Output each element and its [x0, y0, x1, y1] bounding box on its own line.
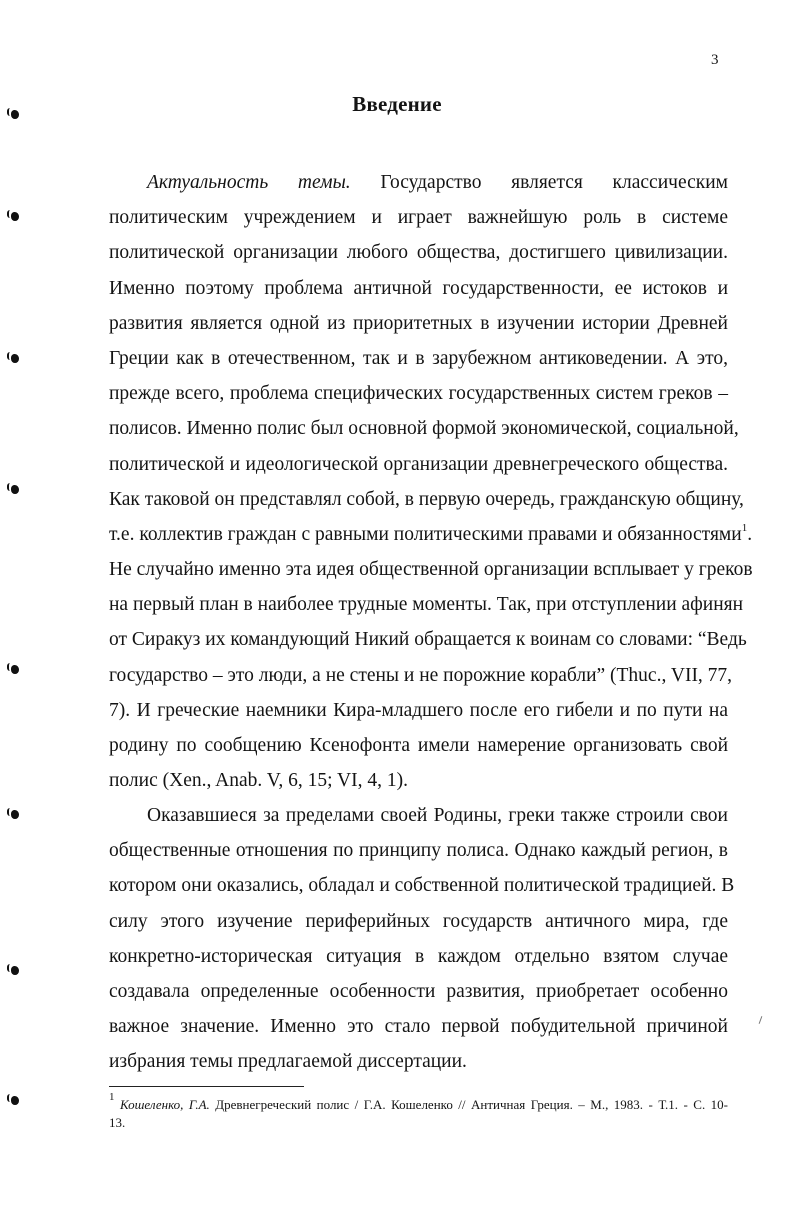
paragraph-line: полис (Xen., Anab. V, 6, 15; VI, 4, 1).	[109, 770, 408, 792]
paragraph-line: политической и идеологической организации древнегреческого общества.	[109, 453, 728, 475]
paragraph-line: котором они оказались, обладал и собственной политической традицией. В	[109, 875, 735, 897]
paragraph-line: родину по сообщению Ксенофонта имели намерение организовать свой	[109, 735, 728, 756]
paragraph-line: от Сиракуз их командующий Никий обращается к воинам со словами: “Ведь	[109, 629, 747, 651]
paragraph-line: государство – это люди, а не стены и не порожние корабли” (Thuc., VII, 77,	[109, 664, 733, 686]
binding-mark-icon	[7, 807, 21, 821]
footnote-text: Древнегреческий полис / Г.А. Кошеленко // Античная Греция. – М., 1983. - Т.1. - С. 10-	[209, 1097, 729, 1112]
footnote-reference[interactable]: 1	[741, 521, 748, 534]
paragraph-line: полисов. Именно полис был основной формой экономической, социальной,	[109, 418, 739, 440]
footnote-number: 1	[109, 1091, 115, 1103]
footnote-line	[109, 1091, 729, 1114]
binding-mark-icon	[7, 209, 21, 223]
paragraph-line: Оказавшиеся за пределами своей Родины, греки также строили свои	[147, 805, 728, 826]
paragraph-line: на первый план в наиболее трудные моменты. Так, при отступлении афинян	[109, 594, 744, 616]
paragraph-line: конкретно-историческая ситуация в каждом отдельно взятом случае	[109, 945, 728, 967]
paragraph-line: Как таковой он представлял собой, в первую очередь, гражданскую общину,	[109, 488, 744, 510]
paragraph-line: прежде всего, проблема специфических государственных систем греков –	[109, 383, 728, 405]
paragraph-line: Греции как в отечественном, так и в зарубежном антиковедении. А это,	[109, 347, 728, 369]
paragraph-line: избрания темы предлагаемой диссертации.	[109, 1051, 467, 1073]
binding-mark-icon	[7, 107, 21, 121]
paragraph-line	[109, 517, 753, 552]
scan-artifact	[759, 1016, 763, 1024]
relevance-label: Актуальность темы.	[147, 172, 351, 193]
binding-mark-icon	[7, 482, 21, 496]
paragraph-2	[109, 798, 735, 1080]
page-title: Введение	[352, 92, 442, 116]
paragraph-line: силу этого изучение периферийных государств античного мира, где	[109, 910, 728, 932]
paragraph-line: Именно поэтому проблема античной государственности, ее истоков и	[109, 277, 728, 299]
footnote-divider	[109, 1086, 304, 1087]
binding-mark-icon	[7, 963, 21, 977]
footnote-author: Кошеленко, Г.А.	[119, 1097, 210, 1112]
paragraph-line: развития является одной из приоритетных в изучении истории Древней	[109, 312, 728, 334]
paragraph-line: создавала определенные особенности развития, приобретает особенно	[109, 980, 728, 1002]
binding-mark-icon	[7, 662, 21, 676]
footnote	[109, 1091, 729, 1132]
paragraph-text: Государство является классическим	[380, 172, 728, 193]
paragraph-line: общественные отношения по принципу полиса. Однако каждый регион, в	[109, 840, 728, 862]
binding-mark-icon	[7, 351, 21, 365]
page-number: 3	[711, 52, 719, 68]
paragraph-line: политической организации любого общества, достигшего цивилизации.	[109, 242, 728, 264]
paragraph-text: т.е. коллектив граждан с равными политическими правами и обязанностями	[109, 523, 742, 545]
binding-mark-icon	[7, 1093, 21, 1107]
paragraph-line: Не случайно именно эта идея общественной организации всплывает у греков	[109, 559, 753, 581]
paragraph-1	[109, 165, 753, 798]
footnote-line: 13.	[109, 1115, 126, 1130]
paragraph-line	[109, 165, 728, 200]
paragraph-line: политическим учреждением и играет важнейшую роль в системе	[109, 207, 728, 229]
paragraph-line: важное значение. Именно это стало первой побудительной причиной	[109, 1016, 728, 1038]
paragraph-text: .	[747, 523, 753, 545]
paragraph-line: 7). И греческие наемники Кира-младшего после его гибели и по пути на	[109, 699, 728, 721]
